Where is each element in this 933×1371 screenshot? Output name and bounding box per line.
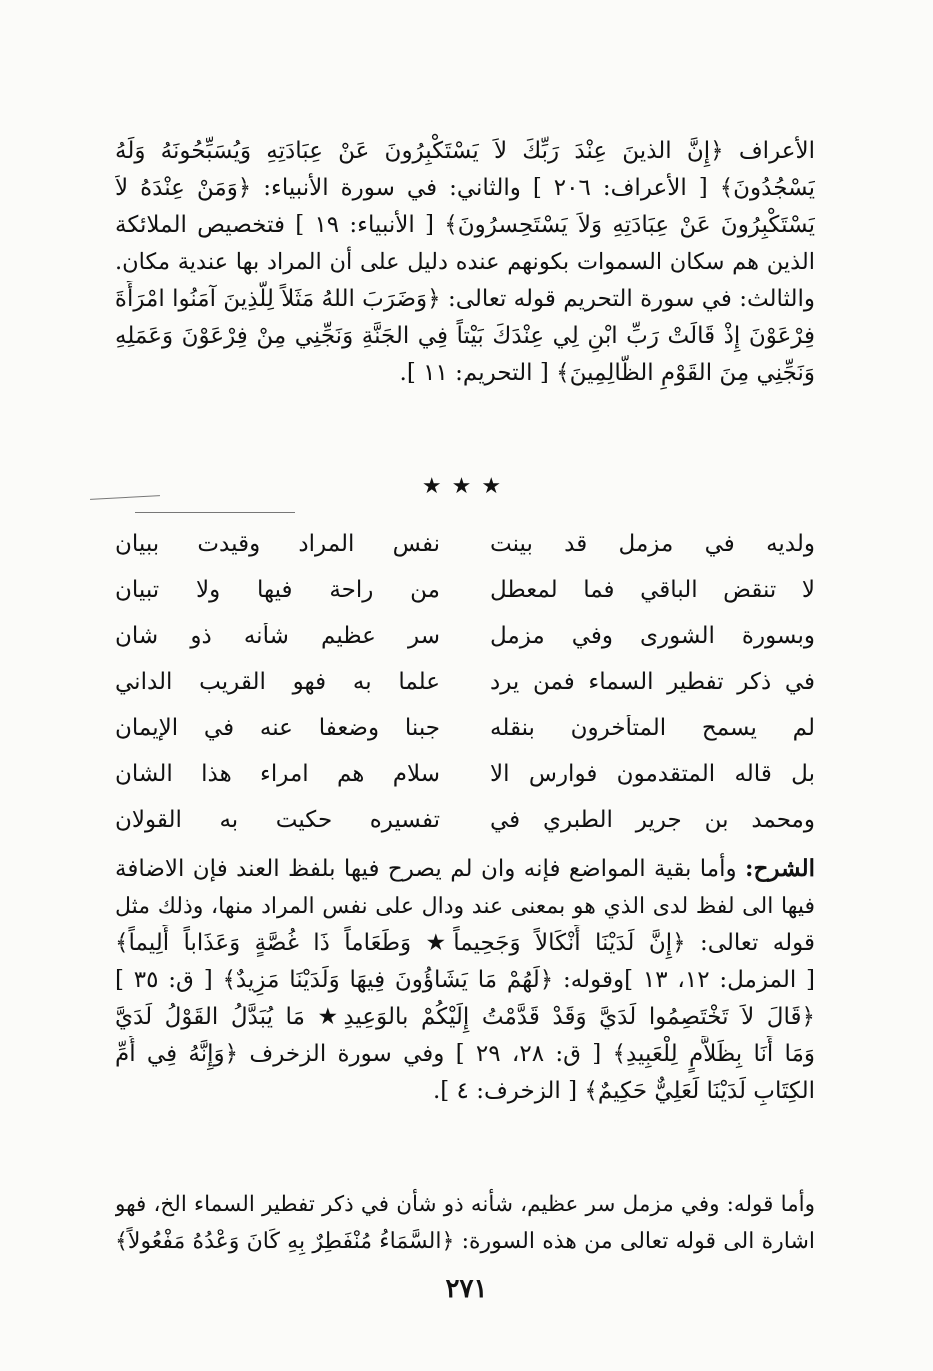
verse-first-hemistich: ولديه في مزمل قد بينت [490, 531, 815, 557]
verse-row [115, 797, 815, 843]
text-line: ﴿قَالَ لاَ تَخْتَصِمُوا لَدَيَّ وَقَدْ قَدَّمْتُ إِلَيْكُمْ بالوَعِيدِ★ مَا يُبَدَّلُ القَوْلُ لَدَيَّ [115, 1004, 815, 1030]
paragraph-commentary [115, 850, 815, 1110]
verse-row [115, 751, 815, 797]
verse-second-hemistich: تفسيره حكيت به القولان [115, 807, 440, 833]
text-line: وأما قوله: وفي مزمل سر عظيم، شأنه ذو شأن في ذكر تفطير السماء الخ، فهو [115, 1192, 815, 1217]
verse-first-hemistich: لا تنقض الباقي فما لمعطل [490, 577, 815, 603]
text-line: فِرْعَوْنَ إِذْ قَالَتْ رَبِّ ابْنِ لِي عِنْدَكَ بَيْتاً فِي الجَنَّةِ وَنَجِّنِي مِنْ فِرْعَوْنَ وَعَمَلِهِ [115, 323, 815, 349]
text-line: وَنَجِّنِي مِنَ القَوْمِ الظَّالِمِينَ﴾ [ التحريم: ١١ ]. [399, 360, 815, 386]
verse-row [115, 521, 815, 567]
verse-first-hemistich: وبسورة الشورى وفي مزمل [490, 623, 815, 649]
page-number: ٢٧١ [445, 1274, 488, 1304]
text-line-rest: وأما بقية المواضع فإنه وان لم يصرح فيها بلفظ العند فإن الاضافة [115, 856, 746, 882]
verse-second-hemistich: علما به فهو القريب الداني [115, 669, 440, 695]
verse-row [115, 567, 815, 613]
text-line: والثالث: في سورة التحريم قوله تعالى: ﴿وَضَرَبَ اللهُ مَثَلاً لِلَّذِينَ آمَنُوا امْرَأَةَ [115, 286, 815, 312]
verse-second-hemistich: سر عظيم شأنه ذو شان [115, 623, 440, 649]
verse-first-hemistich: في ذكر تفطير السماء فمن يرد [490, 669, 815, 695]
poem-verses [115, 521, 815, 843]
verse-second-hemistich: جبنا وضعفا عنه في الإيمان [115, 715, 440, 741]
text-line: قوله تعالى: ﴿إِنَّ لَدَيْنَا أَنْكَالاً وَجَحِيماً★ وَطَعَاماً ذَا غُصَّةٍ وَعَذَاباً أَلِيماً﴾ [115, 930, 815, 956]
text-line: يَسْتَكْبِرُونَ عَنْ عِبَادَتِهِ وَلاَ يَسْتَحِسرُونَ﴾ [ الأنبياء: ١٩ ] فتخصيص الملائكة [115, 212, 815, 238]
paragraph-tafsir-1 [115, 133, 815, 392]
text-line [115, 850, 815, 888]
verse-row [115, 705, 815, 751]
text-line: وَمَا أَنَا بِظَلاَّمٍ لِلْعَبِيدِ﴾ [ ق: ٢٨، ٢٩ ] وفي سورة الزخرف ﴿وَإِنَّهُ فِي أُمِّ [115, 1041, 815, 1067]
verse-second-hemistich: نفس المراد وقيدت ببيان [115, 531, 440, 557]
verse-first-hemistich: بل قاله المتقدمون فوارس الا [490, 761, 815, 787]
verse-first-hemistich: لم يسمح المتأخرون بنقله [490, 715, 815, 741]
section-separator-stars: ★★★ [421, 474, 512, 499]
commentary-heading: الشرح: [745, 855, 815, 882]
text-line: [ المزمل: ١٢، ١٣ ]وقوله: ﴿لَهُمْ مَا يَشَاؤُونَ فِيهَا وَلَدَيْنَا مَزِيدٌ﴾ [ ق: ٣٥ ] [115, 967, 815, 993]
paragraph-closing [115, 1186, 815, 1260]
verse-row [115, 659, 815, 705]
verse-second-hemistich: من راحة فيها ولا تبيان [115, 577, 440, 603]
text-line: الكِتَابِ لَدَيْنَا لَعَلِيٌّ حَكِيمٌ﴾ [ الزخرف: ٤ ]. [432, 1078, 815, 1104]
text-line: الأعراف ﴿إِنَّ الذينَ عِنْدَ رَبِّكَ لاَ يَسْتَكْبِرُونَ عَنْ عِبَادَتِهِ وَيُسَبِّحُونَهُ وَلَهُ [115, 138, 815, 164]
verse-second-hemistich: سلام هم امراء هذا الشان [115, 761, 440, 787]
text-line: اشارة الى قوله تعالى من هذه السورة: ﴿السَّمَاءُ مُنْفَطِرٌ بِهِ كَانَ وَعْدُهُ مَفْعُولاً﴾ [115, 1229, 815, 1254]
text-line: الذين هم سكان السموات بكونهم عنده دليل على أن المراد بها عندية مكان. [115, 249, 815, 275]
verse-row [115, 613, 815, 659]
margin-mark [135, 512, 295, 513]
verse-first-hemistich: ومحمد بن جرير الطبري في [490, 807, 815, 833]
text-line: فيها الى لفظ لدى الذي هو بمعنى عند ودال على نفس المراد منها، وذلك مثل [115, 894, 815, 919]
text-line: يَسْجُدُونَ﴾ [ الأعراف: ٢٠٦ ] والثاني: في سورة الأنبياء: ﴿وَمَنْ عِنْدَهُ لاَ [115, 175, 815, 201]
